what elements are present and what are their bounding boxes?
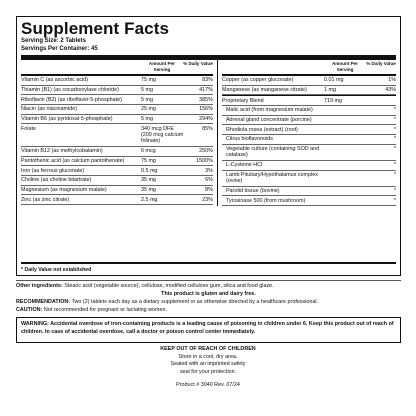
nutrient-row <box>222 135 396 145</box>
nutrient-amount: 5 mg <box>140 96 153 103</box>
product-number: Product # 3040 Rev. 07/24 <box>176 382 240 388</box>
nutrient-amount-cell <box>141 126 197 145</box>
nutrient-dv: * <box>393 116 396 123</box>
nutrient-name: Iron (as ferrous gluconate) <box>21 167 85 174</box>
nutrient-name-text: Folate <box>21 125 36 132</box>
blend-items <box>222 106 396 206</box>
nutrient-name: Vegetable culture (containing SOD and catalase) <box>225 146 320 159</box>
nutrient-dv: * <box>393 162 396 169</box>
left-header-row <box>21 60 213 74</box>
nutrient-name: Choline (as choline bitartrate) <box>21 177 92 184</box>
nutrient-dv: * <box>393 171 396 178</box>
nutrient-name: Riboflavin (B2) (as riboflavin-5-phosphate) <box>21 96 122 103</box>
right-column <box>218 60 396 206</box>
nutrient-name: Magnesium (as magnesium malate) <box>21 186 107 193</box>
nutrient-row <box>21 195 213 205</box>
nutrient-amount-cell <box>141 116 183 122</box>
nutrient-name: L-Cysteine HCl <box>225 162 263 169</box>
dv-header: % Daily Value <box>183 61 213 66</box>
nutrient-amount-cell <box>324 77 366 83</box>
nutrient-row <box>21 157 213 167</box>
keep-line-1: Store in a cool, dry area. <box>178 353 238 360</box>
nutrient-row <box>222 86 396 96</box>
nutrient-dv: 6% <box>205 177 213 184</box>
nutrient-row <box>222 145 396 161</box>
warning-box <box>16 317 401 343</box>
nutrient-amount-cell <box>141 187 183 193</box>
supplement-facts-panel <box>16 16 401 276</box>
nutrient-dv: * <box>393 187 396 194</box>
nutrient-name: Vitamin B6 (as pyridoxal-5-phosphate) <box>21 115 113 122</box>
nutrient-amount-cell <box>141 158 183 164</box>
nutrient-amount-cell <box>324 127 366 133</box>
nutrient-dv: 294% <box>199 115 213 122</box>
nutrient-amount-cell <box>141 177 183 183</box>
nutrient-name: Lamb Pituitary/Hypothalamus complex (ovine) <box>225 171 318 185</box>
nutrient-row <box>21 186 213 196</box>
keep-title: KEEP OUT OF REACH OF CHILDREN <box>160 346 256 352</box>
nutrient-row <box>21 86 213 96</box>
gluten-free-statement: This product is gluten and dairy free. <box>161 291 256 297</box>
nutrient-name: Vitamin B12 (as methylcobalamin) <box>21 148 103 155</box>
nutrient-amount-cell <box>324 172 366 185</box>
nutrient-amount: 0.5 mg <box>140 167 158 174</box>
nutrient-row <box>222 196 396 206</box>
nutrient-amount-cell <box>324 188 366 194</box>
footnote-divider <box>21 262 396 264</box>
caution-label: CAUTION: <box>16 307 43 313</box>
nutrient-name: Parotid tissue (bovine) <box>225 187 280 194</box>
keep-out-block <box>108 346 308 376</box>
nutrient-row <box>222 106 396 116</box>
facts-title: Supplement Facts <box>21 19 170 38</box>
nutrient-name: Copper (as copper gluconate) <box>221 77 294 84</box>
nutrient-name: Vitamin C (as ascorbic acid) <box>21 77 89 84</box>
nutrient-dv: * <box>393 197 396 204</box>
nutrient-row <box>21 95 213 105</box>
keep-line-2: Sealed with an imprinted safety <box>170 361 246 367</box>
left-rows <box>21 76 213 205</box>
blend-row <box>222 96 396 106</box>
nutrient-name: Tyrosinase 500 (from mushroom) <box>225 197 306 204</box>
nutrient-amount-cell <box>324 136 366 142</box>
nutrient-amount-cell <box>141 148 183 154</box>
nutrient-amount: 25 mg <box>140 106 156 113</box>
nutrient-row <box>21 124 213 147</box>
nutrient-amount-cell <box>141 87 183 93</box>
nutrient-amount-cell <box>141 106 183 112</box>
nutrient-amount: 1 mg <box>324 86 336 93</box>
nutrient-amount: 35 mg <box>140 177 156 184</box>
recommendation <box>16 298 401 306</box>
keep-line-3: seal for your protection. <box>179 368 237 375</box>
right-header-row <box>222 60 396 74</box>
nutrient-row <box>222 187 396 197</box>
nutrient-name: Thiamin (B1) (as cocarboxylase chloride) <box>21 86 119 93</box>
facts-columns <box>21 60 396 206</box>
caution <box>16 306 401 314</box>
nutrient-amount: 2.5 mg <box>140 196 158 203</box>
nutrient-name <box>21 126 141 145</box>
nutrient-dv: 43% <box>385 86 396 93</box>
nutrient-amount-cell <box>324 87 366 93</box>
nutrient-row <box>21 76 213 86</box>
divider <box>16 280 401 281</box>
nutrient-amount-cell <box>141 197 183 203</box>
nutrient-row <box>222 125 396 135</box>
nutrient-dv: 417% <box>199 86 213 93</box>
nutrient-row <box>21 105 213 115</box>
blend-amount: 719 mg <box>324 97 342 104</box>
other-ingredients-text: Stearic acid (vegetable source), cellulose, modified cellulose gum, silica and food glaze. <box>64 283 274 289</box>
nutrient-amount: 35 mg <box>140 186 156 193</box>
nutrient-row <box>222 116 396 126</box>
nutrient-amount-cell <box>324 117 366 123</box>
nutrient-dv: 83% <box>202 77 213 84</box>
other-ingredients-label: Other ingredients: <box>16 283 63 289</box>
nutrient-row <box>21 147 213 157</box>
nutrient-amount-cell <box>324 198 366 204</box>
nutrient-dv: * <box>393 126 396 133</box>
nutrient-amount: 5 mg <box>140 115 153 122</box>
nutrient-amount: 0.01 mg <box>324 77 344 84</box>
amount-header: Amount Per Serving <box>148 61 175 72</box>
other-ingredients <box>16 282 401 290</box>
caution-text: Not recommended for pregnant or lactating women. <box>43 307 168 313</box>
nutrient-name: Citrus bioflavonoids <box>225 136 273 143</box>
nutrient-dv: 1500% <box>196 157 213 164</box>
nutrient-dv: 250% <box>199 148 213 155</box>
nutrient-amount: 340 mcg DFE <box>140 125 174 132</box>
nutrient-dv: 1% <box>388 77 396 84</box>
nutrient-amount-cell <box>324 162 366 168</box>
nutrient-dv: 156% <box>199 106 213 113</box>
nutrient-dv: 8% <box>205 186 213 193</box>
nutrient-amount: 75 mg <box>140 77 156 84</box>
nutrient-dv: * <box>393 107 396 114</box>
right-rows <box>222 76 396 95</box>
nutrient-row <box>21 166 213 176</box>
nutrient-row <box>222 76 396 86</box>
nutrient-amount-cell <box>141 77 183 83</box>
nutrient-amount-cell <box>324 107 366 113</box>
nutrient-dv: * <box>393 136 396 143</box>
nutrient-name: Niacin (as niacinamide) <box>21 106 78 113</box>
nutrient-name: Rhodiola rosea (extract) (root) <box>225 126 298 133</box>
amount-header: Amount Per Serving <box>331 61 359 72</box>
nutrient-row <box>222 161 396 171</box>
nutrient-row <box>21 176 213 186</box>
recommendation-text: Two (2) tablets each day as a dietary supplement or as otherwise directed by a healthcare professional. <box>71 299 319 305</box>
blend-name: Proprietary Blend <box>221 97 264 104</box>
nutrient-amount-cell <box>141 168 183 174</box>
nutrient-name: Malic acid (from magnesium malate) <box>225 107 313 114</box>
footnote: * Daily Value not established <box>21 267 92 273</box>
nutrient-row <box>222 171 396 187</box>
nutrient-dv: 85% <box>202 125 213 132</box>
nutrient-name: Manganese (as manganese citrate) <box>221 86 307 93</box>
left-column <box>21 60 218 206</box>
nutrient-amount-cell <box>141 97 183 103</box>
nutrient-amount: 6 mcg <box>140 148 156 155</box>
nutrient-amount: 5 mg <box>140 86 153 93</box>
nutrient-extra: (200 mcg calcium folinate) <box>140 132 184 145</box>
dv-header: % Daily Value <box>366 61 396 66</box>
warning-text: WARNING: Accidental overdose of iron-containing products is a leading cause of poisoning in children under 6. Keep this product out of reach of children. In case of accidental overdose, call a doctor or poison control center immediately. <box>21 321 394 335</box>
servings-per-container: Servings Per Container: 45 <box>21 45 98 52</box>
nutrient-dv: 23% <box>202 196 213 203</box>
recommendation-label: RECOMMENDATION: <box>16 299 71 305</box>
nutrient-name: Zinc (as zinc citrate) <box>21 196 70 203</box>
nutrient-dv: * <box>393 146 396 152</box>
serving-size: Serving Size: 2 Tablets <box>21 38 86 44</box>
nutrient-amount-cell <box>324 146 366 159</box>
nutrient-name: Pantothenic acid (as calcium pantothenate) <box>21 157 125 164</box>
nutrient-name: Adrenal gland concentrate (porcine) <box>225 116 312 123</box>
nutrient-dv: 385% <box>199 96 213 103</box>
nutrient-amount: 75 mg <box>140 157 156 164</box>
nutrient-row <box>21 115 213 125</box>
nutrient-dv: 3% <box>205 167 213 174</box>
